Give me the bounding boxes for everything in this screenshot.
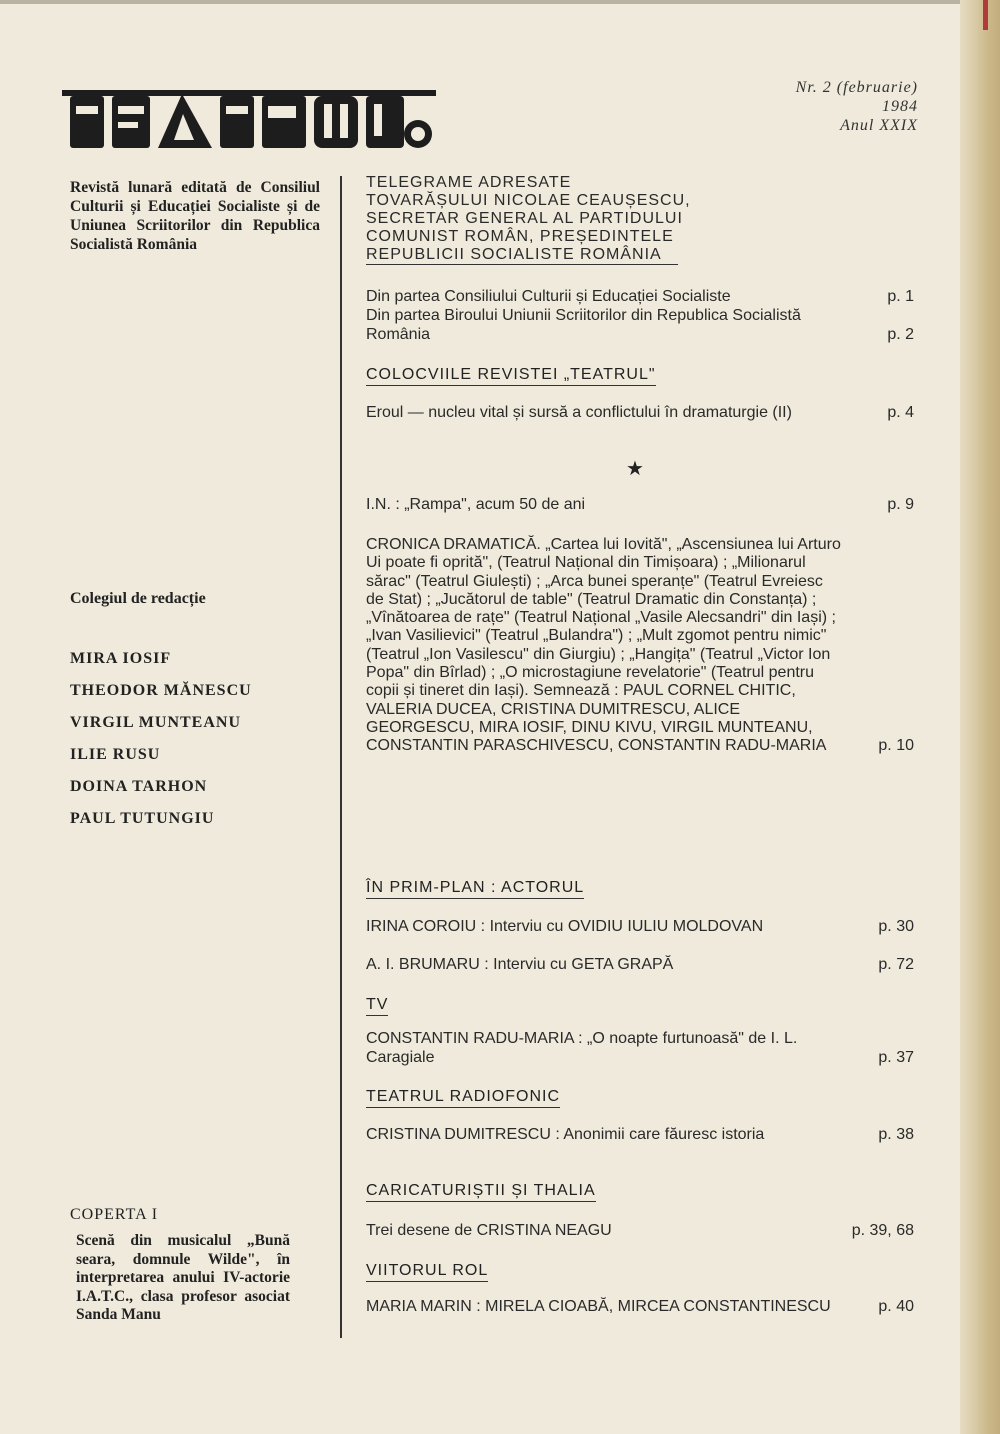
toc-entry-page: p. 1 bbox=[887, 288, 914, 305]
section-heading: TV bbox=[366, 996, 388, 1016]
masthead-logo-art bbox=[62, 84, 438, 152]
toc-entry-page: p. 2 bbox=[887, 325, 914, 343]
toc-entry[interactable] bbox=[366, 1126, 914, 1145]
toc-entry-title: Din partea Consiliului Culturii și Educației Socialiste bbox=[366, 288, 731, 305]
toc-entry-page: p. 9 bbox=[887, 496, 914, 513]
telegram-line: COMUNIST ROMÂN, PREȘEDINTELE bbox=[366, 228, 674, 245]
telegram-line: REPUBLICII SOCIALISTE ROMÂNIA bbox=[366, 246, 678, 265]
board-member: ILIE RUSU bbox=[70, 746, 161, 763]
board-member: MIRA IOSIF bbox=[70, 650, 172, 667]
telegram-heading bbox=[366, 174, 914, 265]
editorial-board-title: Colegiul de redacție bbox=[70, 590, 206, 607]
section-heading: ÎN PRIM-PLAN : ACTORUL bbox=[366, 879, 584, 899]
volume-year: Anul XXIX bbox=[840, 117, 918, 134]
toc-entry[interactable] bbox=[366, 536, 914, 756]
binding-ribbon bbox=[983, 0, 988, 30]
toc-entry-title: Din partea Biroului Uniunii Scriitorilor din Republica Socialistă România bbox=[366, 307, 801, 343]
toc-entry-page: p. 37 bbox=[878, 1048, 914, 1066]
toc-entry-page: p. 4 bbox=[887, 404, 914, 421]
editorial-board-list bbox=[70, 650, 320, 842]
section-heading: TEATRUL RADIOFONIC bbox=[366, 1088, 560, 1108]
toc-entry-title: CONSTANTIN RADU-MARIA : „O noapte furtunoasă" de I. L. Caragiale bbox=[366, 1030, 798, 1066]
toc-entry-title: Eroul — nucleu vital și sursă a conflictului în dramaturgie (II) bbox=[366, 404, 792, 421]
toc-entry[interactable] bbox=[366, 1030, 914, 1067]
page-top-edge bbox=[0, 0, 1000, 4]
toc-entry-page: p. 39, 68 bbox=[851, 1222, 914, 1239]
toc-entry-title: MARIA MARIN : MIRELA CIOABĂ, MIRCEA CONSTANTINESCU bbox=[366, 1298, 831, 1315]
toc-entry-page: p. 30 bbox=[878, 918, 914, 935]
column-divider bbox=[340, 176, 342, 1338]
issue-number: Nr. 2 (februarie) 1984 bbox=[795, 79, 918, 115]
binding-edge bbox=[960, 0, 1000, 1434]
toc-entry-page: p. 38 bbox=[878, 1126, 914, 1143]
toc-entry-title: A. I. BRUMARU : Interviu cu GETA GRAPĂ bbox=[366, 956, 674, 973]
telegram-line: SECRETAR GENERAL AL PARTIDULUI bbox=[366, 210, 683, 227]
toc-entry-page: p. 10 bbox=[878, 737, 914, 755]
toc-entry-title: CRISTINA DUMITRESCU : Anonimii care făuresc istoria bbox=[366, 1126, 765, 1143]
toc-entry[interactable] bbox=[366, 918, 914, 937]
toc-entry[interactable] bbox=[366, 1298, 914, 1317]
toc-entry[interactable] bbox=[366, 1222, 914, 1241]
board-member: DOINA TARHON bbox=[70, 778, 208, 795]
toc-entry-title: Trei desene de CRISTINA NEAGU bbox=[366, 1222, 612, 1239]
board-member: VIRGIL MUNTEANU bbox=[70, 714, 242, 731]
toc-entry-title: IRINA COROIU : Interviu cu OVIDIU IULIU MOLDOVAN bbox=[366, 918, 764, 935]
toc-entry[interactable] bbox=[366, 307, 914, 344]
star-separator: ★ bbox=[626, 458, 644, 480]
publisher-note: Revistă lunară editată de Consiliul Culturii și Educației Socialiste și de Uniunea Scriitorilor din Republica Socialistă România bbox=[70, 179, 320, 253]
toc-entry-title: CRONICA DRAMATICĂ. „Cartea lui Iovită", „Ascensiunea lui Arturo Ui poate fi oprită", (Teatrul Național din Timișoara) ; „Milionarul sărac" (Teatrul Giulești) ; „Arca bunei speranțe" (Teatrul Evreiesc de Stat) ; „Jucătorul de table" (Teatrul Dramatic din Constanța) ; „Vînătoarea de rațe" (Teatrul Național „Vasile Alecsandri" din Iași) ; „Ivan Vasilievici" (Teatrul „Bulandra") ; „Mult zgomot pentru nimic" (Teatrul „Ion Vasilescu" din Giurgiu) ; „Hangița" (Teatrul „Victor Ion Popa" din Bîrlad) ; „O microstagiune revelatorie" (Teatrul pentru copii și tineret din Iași). Semnează : PAUL CORNEL CHITIC, VALERIA DUCEA, CRISTINA DUMITRESCU, ALICE GEORGESCU, MIRA IOSIF, DINU KIVU, VIRGIL MUNTEANU, CONSTANTIN PARASCHIVESCU, CONSTANTIN RADU-MARIA bbox=[366, 536, 841, 755]
telegram-line: TOVARĂȘULUI NICOLAE CEAUȘESCU, bbox=[366, 192, 691, 209]
telegram-line: TELEGRAME ADRESATE bbox=[366, 174, 572, 191]
cover-title: COPERTA I bbox=[70, 1206, 159, 1223]
toc-entry-page: p. 72 bbox=[878, 956, 914, 973]
board-member: THEODOR MĂNESCU bbox=[70, 682, 252, 699]
toc-entry[interactable] bbox=[366, 288, 914, 307]
toc-entry[interactable] bbox=[366, 496, 914, 515]
toc-entry-page: p. 40 bbox=[878, 1298, 914, 1315]
masthead-logo bbox=[62, 84, 438, 152]
section-heading: VIITORUL ROL bbox=[366, 1262, 488, 1282]
board-member: PAUL TUTUNGIU bbox=[70, 810, 215, 827]
toc-entry[interactable] bbox=[366, 956, 914, 975]
section-heading: COLOCVIILE REVISTEI „TEATRUL" bbox=[366, 366, 656, 386]
issue-info bbox=[758, 78, 918, 135]
cover-description: Scenă din musicalul „Bună seara, domnule Wilde", în interpretarea anului IV-actorie I.A.T.C., clasa profesor asociat Sanda Manu bbox=[76, 1232, 290, 1323]
section-heading: CARICATURIȘTII ȘI THALIA bbox=[366, 1182, 596, 1202]
toc-entry-title: I.N. : „Rampa", acum 50 de ani bbox=[366, 496, 586, 513]
toc-entry[interactable] bbox=[366, 404, 914, 423]
